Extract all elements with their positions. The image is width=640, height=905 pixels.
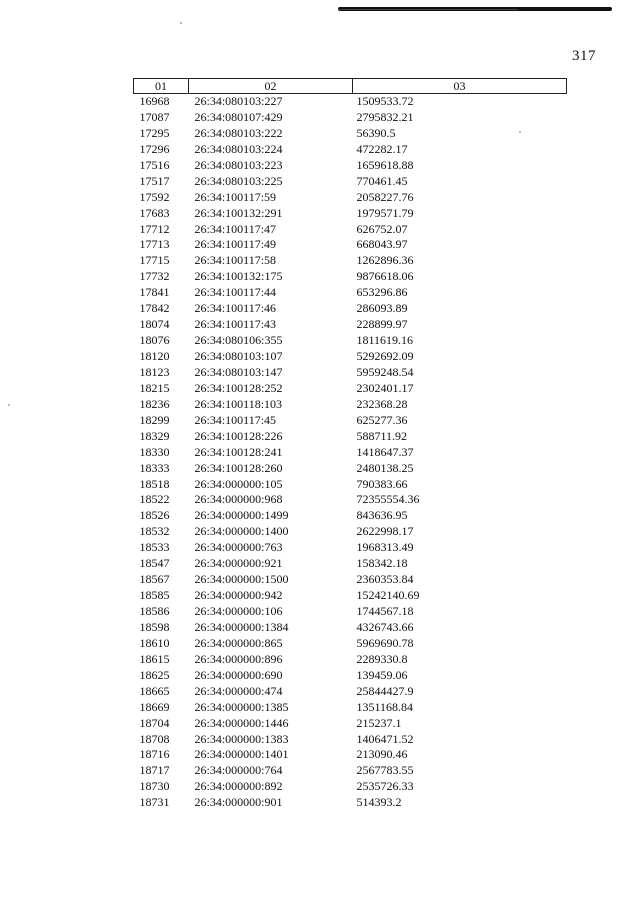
- table-row: [134, 253, 567, 269]
- value-cell: 1811619.16: [356, 333, 414, 348]
- value-cell: 843636.95: [356, 508, 408, 523]
- cadastral-number-cell: 26:34:000000:1499: [194, 508, 289, 523]
- value-cell: 653296.86: [356, 285, 408, 300]
- table-row: [134, 763, 567, 779]
- value-cell: 1406471.52: [356, 731, 414, 746]
- row-id-cell: 18586: [139, 604, 170, 618]
- cadastral-number-cell: 26:34:000000:1446: [194, 715, 289, 730]
- cadastral-table-container: [133, 78, 567, 811]
- table-row: [134, 301, 567, 317]
- table-row: [134, 700, 567, 716]
- value-cell: 1418647.37: [356, 444, 414, 459]
- table-row: [134, 110, 567, 126]
- table-row: [134, 477, 567, 493]
- value-cell: 626752.07: [356, 221, 408, 236]
- cadastral-number-cell: 26:34:100117:43: [194, 317, 277, 332]
- table-row: [134, 317, 567, 333]
- table-row: [134, 413, 567, 429]
- table-row: [134, 779, 567, 795]
- value-cell: 213090.46: [356, 747, 408, 762]
- column-header-02: 02: [189, 79, 353, 94]
- cadastral-number-cell: 26:34:100117:49: [194, 237, 277, 252]
- scan-speck: [180, 22, 182, 24]
- row-id-cell: 18532: [139, 524, 170, 539]
- row-id-cell: 17516: [139, 157, 170, 172]
- cadastral-number-cell: 26:34:000000:105: [194, 476, 283, 491]
- table-row: [134, 429, 567, 445]
- cadastral-number-cell: 26:34:080103:222: [194, 125, 283, 140]
- column-header-01: 01: [134, 79, 189, 94]
- cadastral-number-cell: 26:34:100117:59: [194, 189, 277, 204]
- row-id-cell: 18215: [139, 380, 170, 395]
- table-row: [134, 269, 567, 285]
- value-cell: 5959248.54: [356, 364, 414, 379]
- table-row: [134, 349, 567, 365]
- row-id-cell: 18669: [139, 699, 170, 714]
- cadastral-number-cell: 26:34:000000:763: [194, 540, 283, 555]
- row-id-cell: 18567: [139, 572, 170, 587]
- cadastral-number-cell: 26:34:000000:474: [194, 683, 283, 698]
- value-cell: 2058227.76: [356, 189, 414, 204]
- row-id-cell: 17517: [139, 173, 170, 188]
- cadastral-number-cell: 26:34:000000:896: [194, 651, 283, 666]
- table-row: [134, 285, 567, 301]
- value-cell: 770461.45: [356, 173, 408, 188]
- table-row: [134, 492, 567, 508]
- value-cell: 2535726.33: [356, 779, 414, 794]
- table-row: [134, 524, 567, 540]
- row-id-cell: 18333: [139, 460, 170, 475]
- value-cell: 514393.2: [356, 795, 402, 810]
- cadastral-number-cell: 26:34:100118:103: [194, 396, 283, 411]
- value-cell: 1744567.18: [356, 604, 414, 618]
- row-id-cell: 18533: [139, 540, 170, 555]
- row-id-cell: 18585: [139, 588, 170, 603]
- value-cell: 15242140.69: [356, 588, 420, 603]
- cadastral-number-cell: 26:34:000000:921: [194, 556, 283, 571]
- table-row: [134, 365, 567, 381]
- cadastral-number-cell: 26:34:000000:1400: [194, 524, 289, 539]
- row-id-cell: 18120: [139, 349, 170, 363]
- cadastral-number-cell: 26:34:000000:865: [194, 635, 283, 650]
- row-id-cell: 17087: [139, 109, 170, 124]
- row-id-cell: 18730: [139, 779, 170, 794]
- value-cell: 2289330.8: [356, 651, 408, 666]
- cadastral-number-cell: 26:34:000000:942: [194, 588, 283, 603]
- cadastral-number-cell: 26:34:100132:175: [194, 269, 283, 284]
- row-id-cell: 18076: [139, 333, 170, 348]
- row-id-cell: 18625: [139, 667, 170, 682]
- row-id-cell: 18518: [139, 476, 170, 491]
- value-cell: 2480138.25: [356, 460, 414, 475]
- row-id-cell: 18716: [139, 747, 170, 762]
- row-id-cell: 18123: [139, 364, 170, 379]
- table-row: [134, 636, 567, 652]
- table-row: [134, 461, 567, 477]
- row-id-cell: 17841: [139, 285, 170, 300]
- cadastral-number-cell: 26:34:080103:227: [194, 94, 283, 108]
- cadastral-number-cell: 26:34:000000:764: [194, 763, 283, 778]
- row-id-cell: 18717: [139, 763, 170, 778]
- cadastral-table: [133, 78, 567, 811]
- cadastral-number-cell: 26:34:100128:252: [194, 380, 283, 395]
- value-cell: 2567783.55: [356, 763, 414, 778]
- top-page-rule-thin: [338, 9, 518, 10]
- table-row: [134, 126, 567, 142]
- value-cell: 1659618.88: [356, 157, 414, 172]
- table-body: [134, 94, 567, 812]
- value-cell: 668043.97: [356, 237, 408, 252]
- row-id-cell: 17683: [139, 205, 170, 220]
- value-cell: 1262896.36: [356, 253, 414, 268]
- cadastral-number-cell: 26:34:100128:241: [194, 444, 283, 459]
- cadastral-number-cell: 26:34:080103:223: [194, 157, 283, 172]
- table-row: [134, 620, 567, 636]
- row-id-cell: 18547: [139, 556, 170, 571]
- row-id-cell: 18598: [139, 619, 170, 634]
- row-id-cell: 17842: [139, 301, 170, 316]
- cadastral-number-cell: 26:34:000000:690: [194, 667, 283, 682]
- table-row: [134, 668, 567, 684]
- table-row: [134, 237, 567, 253]
- table-row: [134, 716, 567, 732]
- cadastral-number-cell: 26:34:080106:355: [194, 333, 283, 348]
- table-row: [134, 206, 567, 222]
- value-cell: 5292692.09: [356, 349, 414, 363]
- row-id-cell: 18610: [139, 635, 170, 650]
- cadastral-number-cell: 26:34:100117:47: [194, 221, 277, 236]
- cadastral-number-cell: 26:34:100117:58: [194, 253, 277, 268]
- cadastral-number-cell: 26:34:080103:107: [194, 349, 283, 363]
- value-cell: 2622998.17: [356, 524, 414, 539]
- cadastral-number-cell: 26:34:000000:968: [194, 492, 283, 507]
- cadastral-number-cell: 26:34:000000:901: [194, 795, 283, 810]
- table-row: [134, 222, 567, 238]
- table-row: [134, 652, 567, 668]
- cadastral-number-cell: 26:34:080107:429: [194, 109, 283, 124]
- cadastral-number-cell: 26:34:100128:226: [194, 428, 283, 443]
- value-cell: 588711.92: [356, 428, 408, 443]
- row-id-cell: 18299: [139, 412, 170, 427]
- table-row: [134, 684, 567, 700]
- table-row: [134, 142, 567, 158]
- row-id-cell: 18329: [139, 428, 170, 443]
- table-row: [134, 604, 567, 620]
- table-row: [134, 795, 567, 811]
- table-row: [134, 397, 567, 413]
- column-header-03: 03: [353, 79, 567, 94]
- value-cell: 2360353.84: [356, 572, 414, 587]
- value-cell: 215237.1: [356, 715, 402, 730]
- table-row: [134, 556, 567, 572]
- cadastral-number-cell: 26:34:100132:291: [194, 205, 283, 220]
- table-row: [134, 540, 567, 556]
- value-cell: 139459.06: [356, 667, 408, 682]
- row-id-cell: 18236: [139, 396, 170, 411]
- row-id-cell: 16968: [139, 94, 170, 108]
- row-id-cell: 17712: [139, 221, 170, 236]
- value-cell: 286093.89: [356, 301, 408, 316]
- table-row: [134, 732, 567, 748]
- table-row: [134, 94, 567, 110]
- scan-speck: [8, 404, 10, 406]
- value-cell: 1968313.49: [356, 540, 414, 555]
- cadastral-number-cell: 26:34:000000:1500: [194, 572, 289, 587]
- cadastral-number-cell: 26:34:000000:1383: [194, 731, 289, 746]
- row-id-cell: 18615: [139, 651, 170, 666]
- row-id-cell: 17732: [139, 269, 170, 284]
- page-number: 317: [572, 48, 596, 64]
- value-cell: 4326743.66: [356, 619, 414, 634]
- row-id-cell: 18731: [139, 795, 170, 810]
- row-id-cell: 18522: [139, 492, 170, 507]
- table-row: [134, 158, 567, 174]
- table-row: [134, 333, 567, 349]
- table-row: [134, 508, 567, 524]
- value-cell: 232368.28: [356, 396, 408, 411]
- row-id-cell: 17713: [139, 237, 170, 252]
- row-id-cell: 17295: [139, 125, 170, 140]
- cadastral-number-cell: 26:34:000000:892: [194, 779, 283, 794]
- row-id-cell: 18074: [139, 317, 170, 332]
- cadastral-number-cell: 26:34:100117:45: [194, 412, 277, 427]
- cadastral-number-cell: 26:34:000000:1401: [194, 747, 289, 762]
- value-cell: 25844427.9: [356, 683, 414, 698]
- cadastral-number-cell: 26:34:000000:1384: [194, 619, 289, 634]
- table-row: [134, 381, 567, 397]
- cadastral-number-cell: 26:34:100117:46: [194, 301, 277, 316]
- cadastral-number-cell: 26:34:080103:147: [194, 364, 283, 379]
- cadastral-number-cell: 26:34:080103:224: [194, 141, 283, 156]
- row-id-cell: 17715: [139, 253, 170, 268]
- row-id-cell: 17592: [139, 189, 170, 204]
- table-row: [134, 174, 567, 190]
- table-row: [134, 190, 567, 206]
- value-cell: 9876618.06: [356, 269, 414, 284]
- table-row: [134, 747, 567, 763]
- value-cell: 56390.5: [356, 125, 396, 140]
- value-cell: 158342.18: [356, 556, 408, 571]
- value-cell: 472282.17: [356, 141, 408, 156]
- row-id-cell: 18708: [139, 731, 170, 746]
- row-id-cell: 17296: [139, 141, 170, 156]
- cadastral-number-cell: 26:34:080103:225: [194, 173, 283, 188]
- value-cell: 790383.66: [356, 476, 408, 491]
- value-cell: 5969690.78: [356, 635, 414, 650]
- value-cell: 1509533.72: [356, 94, 414, 108]
- row-id-cell: 18330: [139, 444, 170, 459]
- cadastral-number-cell: 26:34:000000:1385: [194, 699, 289, 714]
- table-row: [134, 445, 567, 461]
- value-cell: 228899.97: [356, 317, 408, 332]
- value-cell: 1351168.84: [356, 699, 414, 714]
- value-cell: 2795832.21: [356, 109, 414, 124]
- cadastral-number-cell: 26:34:100128:260: [194, 460, 283, 475]
- table-header-row: [134, 79, 567, 94]
- value-cell: 72355554.36: [356, 492, 420, 507]
- row-id-cell: 18526: [139, 508, 170, 523]
- cadastral-number-cell: 26:34:000000:106: [194, 604, 283, 618]
- table-row: [134, 588, 567, 604]
- value-cell: 1979571.79: [356, 205, 414, 220]
- cadastral-number-cell: 26:34:100117:44: [194, 285, 277, 300]
- row-id-cell: 18665: [139, 683, 170, 698]
- value-cell: 2302401.17: [356, 380, 414, 395]
- table-row: [134, 572, 567, 588]
- row-id-cell: 18704: [139, 715, 170, 730]
- value-cell: 625277.36: [356, 412, 408, 427]
